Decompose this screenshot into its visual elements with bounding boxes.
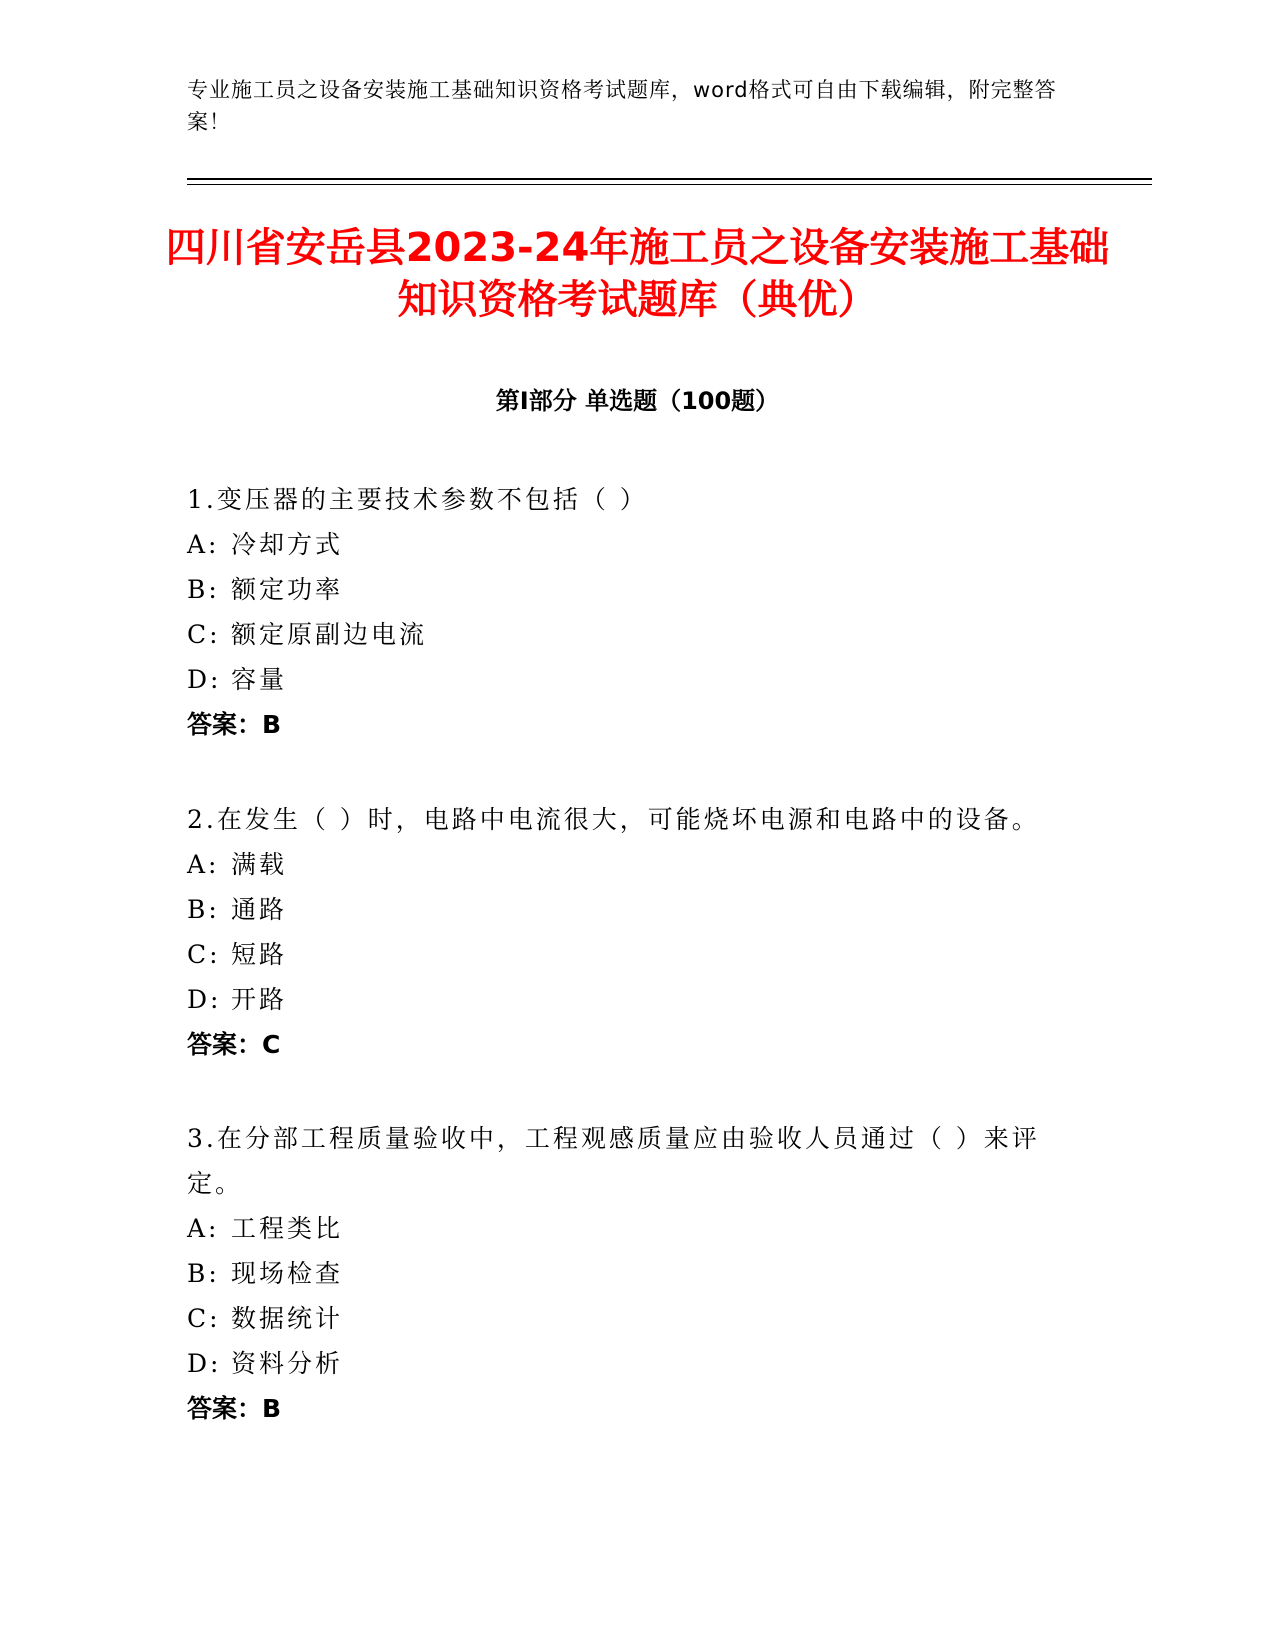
option-letter: D: [187, 985, 222, 1014]
option-letter: B: [187, 895, 220, 924]
option-c [187, 1296, 1087, 1341]
option-text: 额定原副边电流 [231, 620, 428, 649]
option-a [187, 1206, 1087, 1251]
option-letter: D: [187, 665, 222, 694]
option-b [187, 887, 1087, 932]
option-a [187, 842, 1087, 887]
option-b [187, 567, 1087, 612]
header-note: 专业施工员之设备安装施工基础知识资格考试题库，word格式可自由下载编辑，附完整答案！ [187, 78, 1057, 134]
section-heading: 第I部分 单选题（100题） [495, 387, 780, 415]
option-d [187, 1341, 1087, 1386]
option-d [187, 657, 1087, 702]
option-c [187, 932, 1087, 977]
option-letter: B: [187, 1259, 220, 1288]
question-3 [187, 1116, 1087, 1431]
option-letter: C: [187, 940, 221, 969]
option-text: 工程类比 [231, 1214, 344, 1243]
option-text: 通路 [231, 895, 288, 924]
option-letter: D: [187, 1349, 222, 1378]
document-title: 四川省安岳县2023-24年施工员之设备安装施工基础知识资格考试题库（典优） [165, 225, 1110, 323]
option-text: 现场检查 [231, 1259, 344, 1288]
question-stem: 1.变压器的主要技术参数不包括（ ） [187, 485, 648, 514]
option-c [187, 612, 1087, 657]
question-1 [187, 477, 1087, 747]
option-text: 数据统计 [231, 1304, 344, 1333]
option-text: 容量 [231, 665, 288, 694]
answer-line: 答案：C [187, 1030, 281, 1059]
option-a [187, 522, 1087, 567]
option-letter: A: [187, 850, 220, 879]
option-letter: B: [187, 575, 220, 604]
option-letter: C: [187, 1304, 221, 1333]
option-b [187, 1251, 1087, 1296]
option-text: 短路 [231, 940, 288, 969]
option-text: 冷却方式 [231, 530, 344, 559]
option-text: 开路 [231, 985, 288, 1014]
header-rule-thin [187, 184, 1152, 185]
option-text: 满载 [231, 850, 288, 879]
option-text: 额定功率 [231, 575, 344, 604]
question-stem: 2.在发生（ ）时，电路中电流很大，可能烧坏电源和电路中的设备。 [187, 805, 1040, 834]
option-letter: A: [187, 530, 220, 559]
question-stem: 3.在分部工程质量验收中，工程观感质量应由验收人员通过（ ）来评定。 [187, 1124, 1040, 1198]
option-d [187, 977, 1087, 1022]
question-2 [187, 797, 1087, 1067]
option-text: 资料分析 [231, 1349, 344, 1378]
option-letter: C: [187, 620, 221, 649]
answer-line: 答案：B [187, 710, 282, 739]
option-letter: A: [187, 1214, 220, 1243]
answer-line: 答案：B [187, 1394, 282, 1423]
header-rule-thick [187, 178, 1152, 180]
